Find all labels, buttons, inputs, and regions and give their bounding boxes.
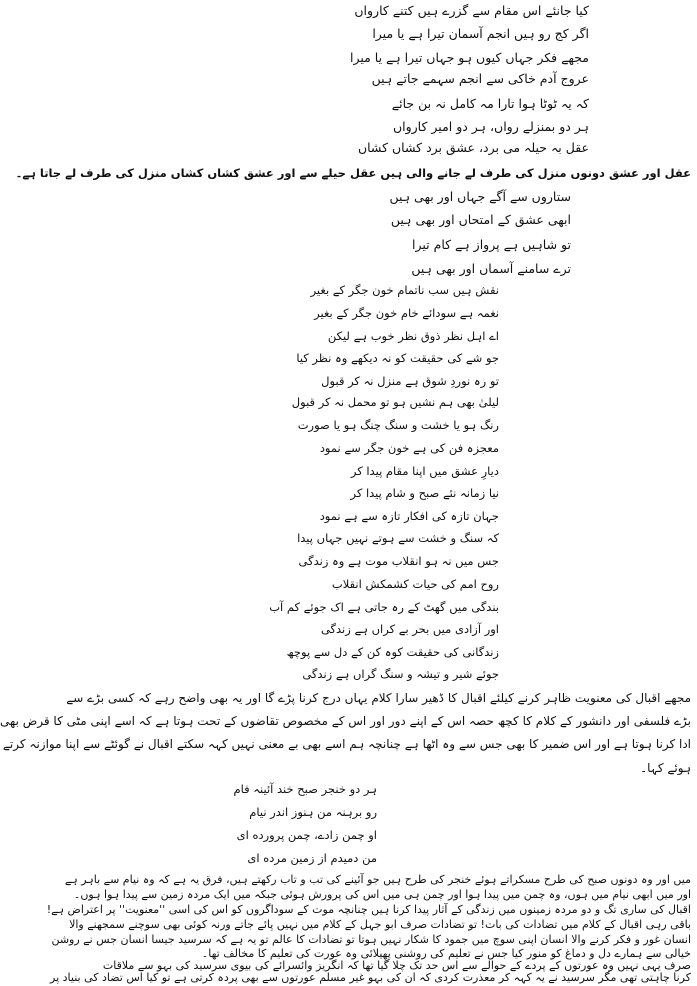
- poem-line: لیلیٰ بھی ہم نشیں ہو تو محمل نہ کر قبول: [291, 395, 499, 409]
- paragraph-line: میں اور وہ دونوں صبح کی طرح مسکراتے ہوئے خنجر کی طرح ہیں جو آئینے کی تب و تاب رکھتے ہیں، فرق یہ ہے کہ وہ نیام سے باہر ہے: [64, 873, 691, 886]
- poem-line: او چمن زادے، چمن پرورده ای: [236, 828, 377, 842]
- poem-line: ابھی عشق کے امتحاں اور بھی ہیں: [390, 212, 571, 227]
- poem-line: کہ سنگ و خشت سے ہوتے نہیں جہاں پیدا: [297, 531, 499, 545]
- paragraph-line: عقل اور عشق دونوں منزل کی طرف لے جانے والی ہیں عقل حیلے سے اور عشق کشاں کشاں منزل کی طرف لے جاتا ہے۔: [15, 166, 691, 180]
- poem-line: روح امم کی حیات کشمکش انقلاب: [331, 577, 499, 591]
- poem-line: کہ یہ ٹوٹا ہوا تارا مہ کامل نہ بن جائے: [391, 96, 589, 111]
- poem-line: رنگ ہو یا خشت و سنگ چنگ ہو یا صورت: [297, 418, 499, 432]
- poem-line: نیا زمانہ نئے صبح و شام پیدا کر: [350, 486, 499, 500]
- poem-line: ستاروں سے آگے جہاں اور بھی ہیں: [389, 189, 571, 204]
- paragraph-line: اقبال کی ساری تگ و دو مردہ زمینوں میں زندگی کے آثار پیدا کرنا ہیں چنانچہ موت کے سوداگروں کو اس کی اسی ''معنویت'' پر اعتراض ہے!: [46, 903, 691, 916]
- paragraph-line: کرنا چاہتی تھی مگر سرسید نے یہ کہہ کر معذرت کردی کہ ان کی بہو غیر مسلم عورتوں سے بھی پردہ کرتی ہے تو کیا اس تضاد کی بنیاد پر: [50, 971, 691, 984]
- poem-line: اور آزادی میں بحر بے کراں ہے زندگی: [320, 622, 499, 636]
- poem-line: معجزہ فن کی ہے خون جگر سے نمود: [319, 441, 499, 455]
- paragraph-line: صرف یہی نہیں وہ عورتوں کے پردے کے حوالے سے اس حد تک چلا گیا تھا کہ انگریز وائسرائے کی بیوی سرسید کی بہو سے ملاقات: [102, 959, 691, 972]
- poem-line: اے اہل نظر ذوق نظر خوب ہے لیکن: [327, 329, 499, 343]
- poem-line: ترے سامنے آسماں اور بھی ہیں: [411, 261, 571, 276]
- poem-line: نغمہ ہے سودائے خام خون جگر کے بغیر: [314, 306, 499, 320]
- poem-line: تو شاہیں ہے پرواز ہے کام تیرا: [411, 237, 571, 252]
- poem-line: ہر دو بمنزلے رواں، ہر دو امیر کارواں: [392, 119, 589, 134]
- poem-line: ہر دو خنجر صبح خند آئینہ فام: [233, 782, 377, 796]
- paragraph-line: انسان غور و فکر کرنے والا انسان اپنی سوچ میں جمود کا شکار نہیں ہوتا تو تضادات کا عالم تو یہ ہے کہ سرسید جیسا انسان جس نے روشن: [51, 933, 691, 946]
- poem-line: اگر کج رو ہیں انجم آسمان تیرا ہے یا میرا: [372, 26, 589, 41]
- poem-line: کیا جانئے اس مقام سے گزرے ہیں کتنے کارواں: [354, 3, 589, 18]
- poem-line: نقش ہیں سب ناتمام خون جگر کے بغیر: [310, 283, 499, 297]
- paragraph-line: باقی رہی اقبال کے کلام میں تضادات کی بات! تو تضادات صرف ابو جہل کے کلام میں نہیں پائے جاتے ورنہ کوئی بھی سوچنے سمجھنے والا: [69, 918, 691, 931]
- paragraph-line: اور میں ابھی نیام میں ہوں، وہ چمن میں پیدا ہوا اور چمن ہی میں اس کی پرورش ہوئی جبکہ میں ایک مردہ زمین سے پیدا ہوا ہوں۔: [73, 888, 691, 901]
- poem-line: من دمیدم از زمین مرده ای: [247, 851, 377, 865]
- poem-line: جہان تازہ کی افکار تازہ سے ہے نمود: [319, 509, 499, 523]
- poem-line: مجھے فکر جہاں کیوں ہو جہاں تیرا ہے یا میرا: [349, 50, 589, 65]
- paragraph-line: بڑے فلسفی اور دانشور کے کلام کا کچھ حصہ اس کے اپنے دور اور اس کے مخصوص تقاضوں کے تحت ہوتا ہے کہ اسے اپنی مٹی کا قرض بھی: [0, 714, 691, 728]
- poem-line: رو برہنہ من ہنوز اندر نیام: [249, 805, 377, 819]
- poem-line: عقل بہ حیلہ می برد، عشق برد کشاں کشاں: [357, 140, 589, 155]
- paragraph-line: ہوئے کہا۔: [640, 761, 691, 775]
- paragraph-line: خیالی سے ہمارے دل و دماغ کو منور کیا جس نے تعلیم کی روشنی پھیلائی وہ عورت کی تعلیم کا مخالف تھا۔: [201, 947, 691, 960]
- poem-line: جوئے شیر و تیشہ و سنگ گراں ہے زندگی: [302, 667, 499, 681]
- poem-line: تو رہ نوردِ شوق ہے منزل نہ کر قبول: [321, 374, 499, 388]
- poem-line: جس میں نہ ہو انقلاب موت ہے وہ زندگی: [298, 554, 499, 568]
- poem-line: عروج آدم خاکی سے انجم سہمے جاتے ہیں: [371, 71, 589, 86]
- poem-line: بندگی میں گھٹ کے رہ جاتی ہے اک جوئے کم آب: [269, 600, 499, 614]
- poem-line: زندگانی کی حقیقت کوہ کن کے دل سے پوچھ: [286, 645, 499, 659]
- paragraph-line: ادا کرنا ہوتا ہے اور اس ضمیر کا بھی جس سے وہ اٹھا ہے چنانچہ ہم اسے بھی بے معنی نہیں کہہ سکتے اقبال نے گوئٹے سے اپنا موازنہ کرتے: [2, 737, 691, 751]
- poem-line: دیارِ عشق میں اپنا مقام پیدا کر: [350, 464, 499, 478]
- poem-line: جو شے کی حقیقت کو نہ دیکھے وہ نظر کیا: [296, 351, 499, 365]
- paragraph-line: مجھے اقبال کی معنویت ظاہر کرنے کیلئے اقبال کا ڈھیر سارا کلام یہاں درج کرنا پڑے گا اور یہ بھی واضح رہے کہ کسی بڑے سے: [66, 691, 691, 705]
